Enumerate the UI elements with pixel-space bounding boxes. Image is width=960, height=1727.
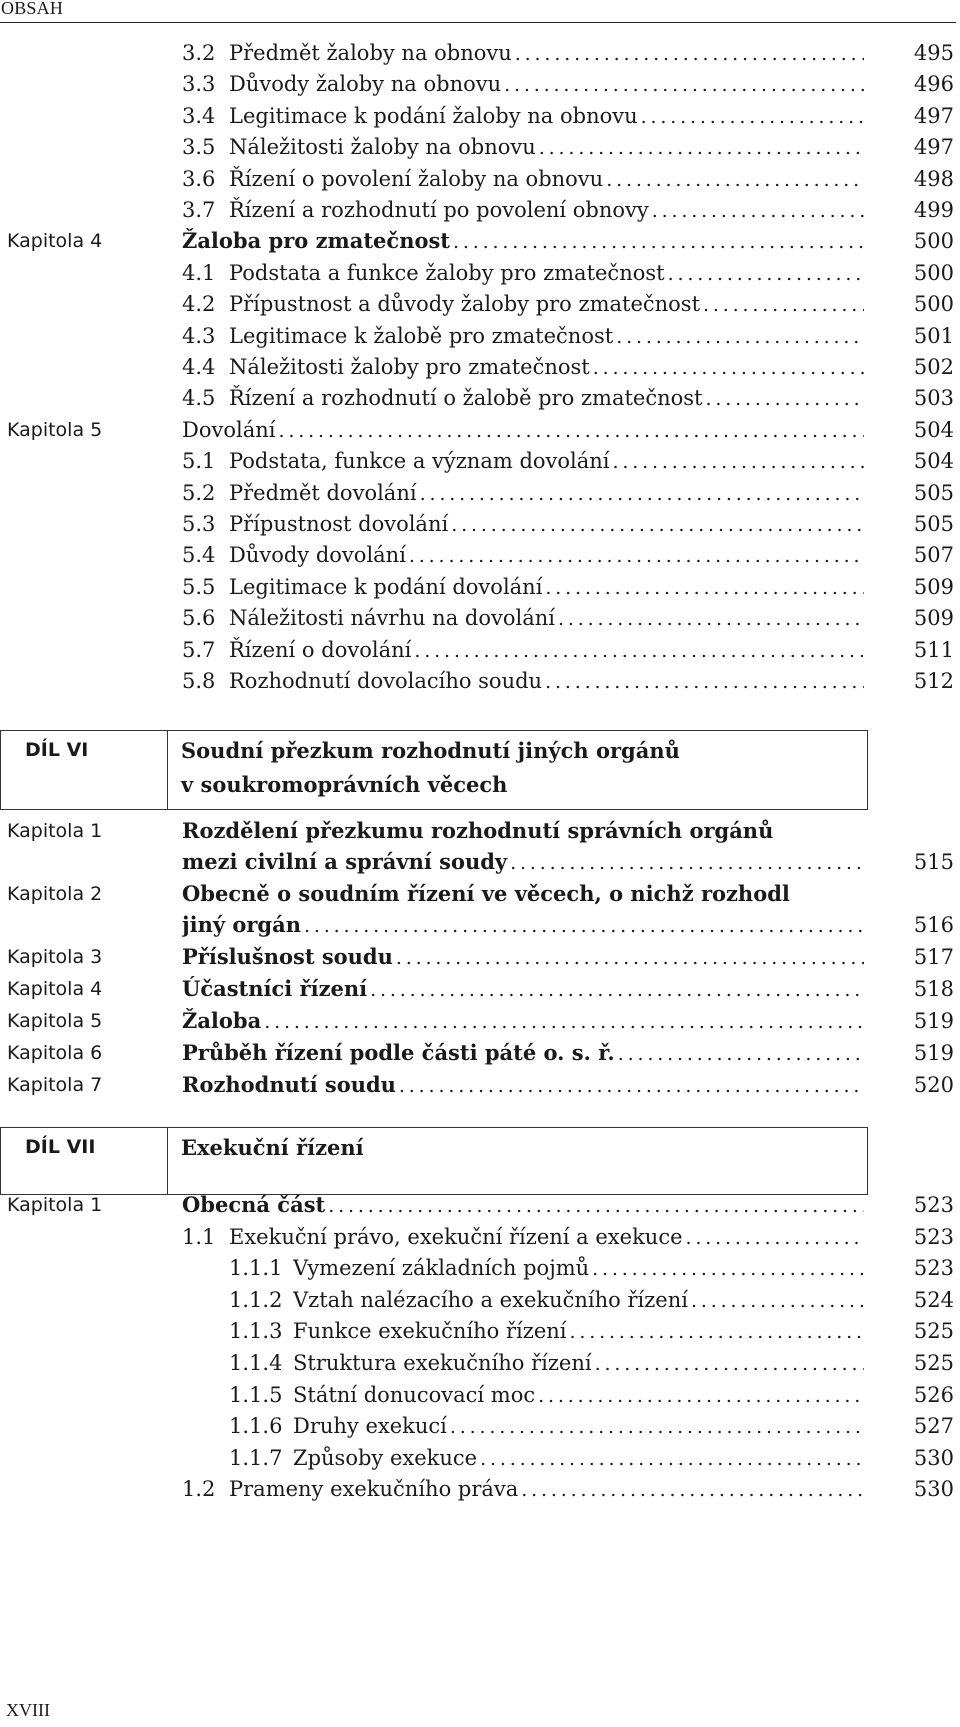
section-number: 5.6 [182, 606, 216, 631]
page-ref: 515 [913, 850, 954, 874]
dot-leader [328, 1191, 864, 1221]
entry-title: Příslušnost soudu [182, 944, 393, 969]
chapter-label: Kapitola 4 [7, 978, 103, 1000]
page-ref: 516 [913, 913, 954, 937]
entry-text-with-leader [293, 1316, 864, 1347]
dot-leader [691, 1286, 864, 1316]
entry-text-with-leader [229, 1222, 864, 1253]
chapter-entry [0, 816, 960, 846]
section-entry [0, 509, 960, 539]
dot-leader [592, 1254, 864, 1284]
entry-title: Dovolání [182, 417, 276, 442]
section-entry [0, 1222, 960, 1252]
entry-title: Náležitosti žaloby na obnovu [229, 135, 536, 160]
page-ref: 511 [913, 637, 954, 662]
entry-title: Rozhodnutí soudu [182, 1072, 396, 1097]
part-box-divider [167, 731, 168, 809]
page-ref: 517 [913, 945, 954, 969]
section-entry [0, 1474, 960, 1504]
entry-title: Exekuční právo, exekuční řízení a exekuce [229, 1224, 683, 1249]
entry-title: Druhy exekucí [293, 1414, 447, 1439]
chapter-label: Kapitola 1 [7, 1194, 103, 1216]
entry-text-with-leader [182, 942, 864, 973]
entry-title: Předmět žaloby na obnovu [229, 41, 512, 65]
entry-text-with-leader [182, 226, 864, 257]
dot-leader [504, 70, 864, 100]
entry-title: Obecně o soudním řízení ve věcech, o nichž rozhodl [182, 881, 790, 906]
dot-leader [409, 541, 864, 571]
section-entry [0, 478, 960, 508]
entry-title: Náležitosti žaloby pro zmatečnost [229, 355, 590, 379]
entry-text-with-leader [229, 289, 864, 320]
entry-title: Vztah nalézacího a exekučního řízení [293, 1287, 688, 1312]
entry-text-with-leader [229, 164, 864, 195]
dot-leader [641, 102, 864, 132]
section-entry [0, 1380, 960, 1410]
page-ref: 530 [913, 1445, 954, 1470]
section-number: 4.1 [182, 260, 216, 285]
dot-leader [515, 39, 864, 69]
chapter-label: Kapitola 7 [7, 1074, 103, 1096]
dot-leader [593, 353, 864, 383]
section-entry [0, 603, 960, 633]
running-header: OBSAH [1, 0, 64, 18]
page-ref: 499 [913, 198, 954, 222]
dot-leader [420, 479, 864, 509]
dot-leader [652, 196, 864, 226]
dot-leader [705, 384, 864, 414]
entry-text-with-leader [182, 974, 864, 1005]
page-ref: 500 [913, 229, 954, 254]
section-number: 5.2 [182, 480, 216, 505]
page-ref: 504 [913, 449, 954, 474]
entry-title: Důvody žaloby na obnovu [229, 72, 502, 97]
section-entry [0, 1443, 960, 1473]
page-ref: 512 [913, 669, 954, 693]
dot-leader [595, 1349, 864, 1379]
page-ref: 497 [913, 135, 954, 160]
entry-title: mezi civilní a správní soudy [182, 849, 508, 874]
section-number: 5.5 [182, 574, 216, 599]
part-vii-box [0, 1127, 868, 1195]
dot-leader [451, 510, 864, 540]
dot-leader [521, 1475, 864, 1505]
dot-leader [264, 1007, 864, 1037]
entry-title: Prameny exekučního práva [229, 1477, 519, 1502]
chapter-entry [0, 942, 960, 972]
page-ref: 505 [913, 480, 954, 505]
page-ref: 502 [913, 355, 954, 379]
entry-text-with-leader [182, 1006, 864, 1037]
part-title: v soukromoprávních věcech [181, 772, 508, 797]
entry-title: Řízení o povolení žaloby na obnovu [229, 166, 604, 191]
entry-title: Rozhodnutí dovolacího soudu [229, 669, 543, 693]
section-entry [0, 195, 960, 225]
dot-leader [570, 1317, 865, 1347]
section-number: 3.2 [182, 41, 216, 65]
entry-title: Struktura exekučního řízení [293, 1351, 592, 1375]
entry-text-with-leader [229, 509, 864, 540]
page-ref: 495 [913, 41, 954, 65]
section-number: 4.4 [182, 355, 216, 379]
entry-title: Způsoby exekuce [293, 1445, 478, 1470]
entry-text-with-leader [229, 1474, 864, 1505]
section-number: 5.3 [182, 512, 216, 536]
section-number: 4.2 [182, 292, 216, 317]
entry-title: Podstata, funkce a význam dovolání [229, 449, 610, 474]
dot-leader [539, 133, 864, 163]
dot-leader [399, 1071, 864, 1101]
section-entry [0, 572, 960, 602]
chapter-entry [0, 415, 960, 445]
part-vi-box [0, 730, 868, 810]
page-ref: 497 [913, 103, 954, 128]
section-number: 3.7 [182, 198, 216, 222]
dot-leader [510, 848, 864, 878]
page-ref: 507 [913, 543, 954, 568]
dot-leader [396, 943, 864, 973]
chapter-entry [0, 1190, 960, 1220]
dot-leader [545, 573, 864, 603]
section-entry [0, 635, 960, 665]
entry-text-with-leader [229, 603, 864, 634]
section-number: 5.8 [182, 669, 216, 693]
part-label: DÍL VII [25, 1136, 96, 1158]
page-ref: 520 [913, 1073, 954, 1097]
entry-text-with-leader [182, 415, 864, 446]
entry-title: Státní donucovací moc [293, 1382, 536, 1407]
section-entry [0, 1411, 960, 1441]
page-ref: 523 [913, 1224, 954, 1249]
section-entry [0, 69, 960, 99]
section-number: 1.1.5 [229, 1382, 283, 1407]
page-ref: 525 [913, 1351, 954, 1375]
chapter-label: Kapitola 3 [7, 946, 103, 968]
dot-leader [606, 165, 864, 195]
section-number: 3.3 [182, 72, 216, 97]
part-title: Soudní přezkum rozhodnutí jiných orgánů [181, 738, 680, 763]
entry-text-with-leader [229, 69, 864, 100]
dot-leader [538, 1381, 864, 1411]
page-ref: 523 [913, 1193, 954, 1217]
entry-title: Rozdělení přezkumu rozhodnutí správních orgánů [182, 818, 774, 843]
entry-text-with-leader [229, 478, 864, 509]
page-ref: 509 [913, 574, 954, 599]
chapter-entry [0, 1070, 960, 1100]
dot-leader [618, 1039, 864, 1069]
entry-text-with-leader [182, 1070, 864, 1101]
entry-title: Předmět dovolání [229, 480, 417, 505]
entry-title: Řízení o dovolání [229, 637, 412, 662]
entry-title: Vymezení základních pojmů [293, 1256, 590, 1281]
entry-title: Průběh řízení podle části páté o. s. ř. [182, 1040, 615, 1065]
page-ref: 509 [913, 606, 954, 631]
page-ref: 498 [913, 166, 954, 191]
dot-leader [450, 1412, 864, 1442]
section-number: 1.1.1 [229, 1256, 283, 1281]
entry-title: Obecná část [182, 1192, 326, 1217]
dot-leader [304, 911, 864, 941]
entry-title: Přípustnost a důvody žaloby pro zmatečnost [229, 292, 701, 317]
section-number: 1.1.2 [229, 1287, 283, 1312]
entry-text-with-leader [229, 101, 864, 132]
entry-text-with-leader [229, 352, 864, 383]
entry-text-with-leader [229, 446, 864, 477]
dot-leader [613, 447, 864, 477]
section-entry [0, 101, 960, 131]
section-number: 1.2 [182, 1477, 216, 1502]
section-number: 1.1.3 [229, 1319, 283, 1344]
page-ref: 496 [913, 72, 954, 97]
section-number: 4.5 [182, 386, 216, 411]
section-number: 5.4 [182, 543, 216, 568]
entry-text-with-leader [229, 383, 864, 414]
section-entry [0, 446, 960, 476]
entry-text-with-leader [229, 666, 864, 697]
section-number: 4.3 [182, 323, 216, 348]
page-ref: 526 [913, 1382, 954, 1407]
entry-title: jiný orgán [182, 912, 301, 937]
section-entry [0, 1316, 960, 1346]
section-entry [0, 289, 960, 319]
entry-title: Řízení a rozhodnutí po povolení obnovy [229, 198, 649, 222]
entry-title: Účastníci řízení [182, 976, 368, 1001]
entry-title: Žaloba pro zmatečnost [182, 228, 450, 254]
dot-leader [370, 975, 864, 1005]
section-entry [0, 132, 960, 162]
chapter-label: Kapitola 4 [7, 230, 103, 253]
entry-text-with-leader [229, 321, 864, 352]
section-entry [0, 1253, 960, 1283]
entry-text-with-leader [182, 1038, 864, 1069]
page-ref: 525 [913, 1319, 954, 1344]
part-title: Exekuční řízení [181, 1135, 364, 1160]
part-box-divider [167, 1128, 168, 1194]
page-ref: 505 [913, 512, 954, 536]
entry-text-with-leader [293, 1253, 864, 1284]
entry-text-with-leader [293, 1285, 864, 1316]
dot-leader [414, 636, 864, 666]
chapter-label: Kapitola 1 [7, 820, 103, 842]
page-ref: 518 [913, 977, 954, 1001]
section-entry [0, 540, 960, 570]
page-ref: 530 [913, 1477, 954, 1502]
entry-text-with-leader [229, 258, 864, 289]
page-ref: 527 [913, 1414, 954, 1439]
chapter-entry [0, 974, 960, 1004]
entry-title: Řízení a rozhodnutí o žalobě pro zmatečnost [229, 386, 703, 411]
section-number: 1.1.6 [229, 1414, 283, 1439]
section-entry [0, 352, 960, 382]
chapter-entry [0, 879, 960, 909]
entry-text-with-leader [229, 635, 864, 666]
entry-text-with-leader [182, 847, 864, 878]
page-ref: 501 [913, 323, 954, 348]
page-ref: 503 [913, 386, 954, 411]
dot-leader [558, 604, 864, 634]
page-ref: 519 [913, 1041, 954, 1065]
page-ref: 519 [913, 1009, 954, 1033]
entry-text-with-leader [229, 572, 864, 603]
entry-text-with-leader [182, 910, 864, 941]
entry-title: Legitimace k podání dovolání [229, 574, 543, 599]
entry-text-with-leader [229, 38, 864, 69]
entry-title: Legitimace k podání žaloby na obnovu [229, 103, 638, 128]
entry-text-with-leader [293, 1411, 864, 1442]
section-entry [0, 258, 960, 288]
section-number: 1.1 [182, 1224, 216, 1249]
chapter-label: Kapitola 5 [7, 1010, 103, 1032]
page-ref: 500 [913, 292, 954, 317]
chapter-entry-continued [0, 847, 960, 877]
entry-text-with-leader [229, 540, 864, 571]
section-number: 1.1.7 [229, 1445, 283, 1470]
section-entry [0, 164, 960, 194]
entry-text-with-leader [293, 1348, 864, 1379]
dot-leader [545, 667, 864, 697]
section-entry [0, 1348, 960, 1378]
entry-text-with-leader [293, 1380, 864, 1411]
section-number: 3.6 [182, 166, 216, 191]
dot-leader [616, 322, 864, 352]
chapter-entry [0, 226, 960, 256]
section-number: 1.1.4 [229, 1351, 283, 1375]
entry-title: Náležitosti návrhu na dovolání [229, 606, 555, 631]
dot-leader [686, 1223, 864, 1253]
entry-title: Funkce exekučního řízení [293, 1319, 567, 1344]
page-ref: 523 [913, 1256, 954, 1281]
section-entry [0, 38, 960, 68]
section-entry [0, 321, 960, 351]
page-ref: 524 [913, 1287, 954, 1312]
dot-leader [480, 1444, 864, 1474]
entry-title: Důvody dovolání [229, 543, 406, 568]
entry-title: Žaloba [182, 1008, 262, 1033]
entry-title: Podstata a funkce žaloby pro zmatečnost [229, 260, 665, 285]
section-number: 3.4 [182, 103, 216, 128]
dot-leader [703, 290, 864, 320]
section-entry [0, 1285, 960, 1315]
page-ref: 504 [913, 417, 954, 442]
entry-text-with-leader [229, 132, 864, 163]
entry-title: Přípustnost dovolání [229, 512, 449, 536]
section-number: 5.7 [182, 637, 216, 662]
section-number: 5.1 [182, 449, 216, 474]
part-label: DÍL VI [25, 739, 89, 761]
page-ref: 500 [913, 260, 954, 285]
chapter-label: Kapitola 2 [7, 883, 103, 905]
chapter-label: Kapitola 5 [7, 418, 103, 441]
dot-leader [453, 227, 864, 257]
section-entry [0, 666, 960, 696]
section-entry [0, 383, 960, 413]
chapter-entry [0, 1038, 960, 1068]
entry-title: Legitimace k žalobě pro zmatečnost [229, 323, 614, 348]
entry-text-with-leader [182, 1190, 864, 1221]
entry-text-with-leader [229, 195, 864, 226]
dot-leader [668, 259, 864, 289]
chapter-label: Kapitola 6 [7, 1042, 103, 1064]
page-number: XVIII [6, 1700, 50, 1720]
entry-text-with-leader [293, 1443, 864, 1474]
dot-leader [278, 416, 864, 446]
section-number: 3.5 [182, 135, 216, 160]
chapter-entry [0, 1006, 960, 1036]
chapter-entry-continued [0, 910, 960, 940]
